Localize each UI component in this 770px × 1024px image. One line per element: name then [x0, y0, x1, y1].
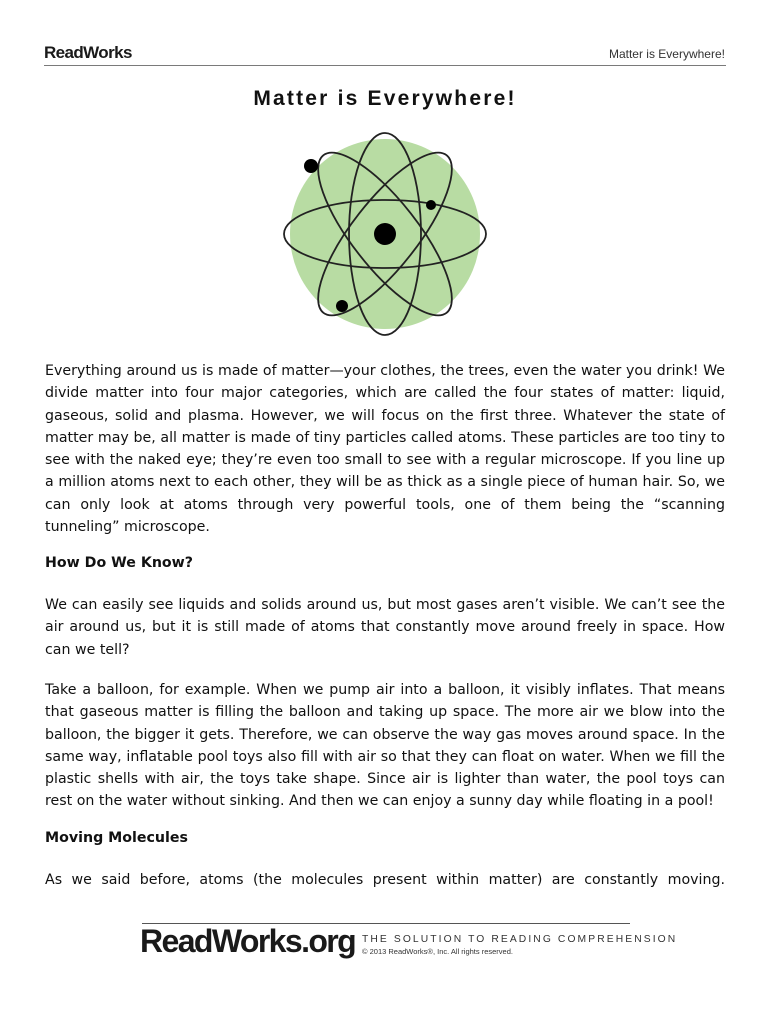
heading-how-do-we-know: How Do We Know? [45, 555, 194, 571]
paragraph-balloon: Take a balloon, for example. When we pump air into a balloon, it visibly inflates. That means that gaseous matter is filling the balloon and taking up space. The more air we blow into the balloon, the bigger it gets. Therefore, we can observe the way gas moves around space. In the same way, inflatable pool toys also fill with air so that they can float on water. When we fill the plastic shells with air, the toys take shape. Since air is lighter than water, the pool toys can rest on the water without sinking. And then we can enjoy a sunny day while floating in a pool! [45, 682, 725, 810]
running-title: Matter is Everywhere! [608, 47, 725, 61]
atom-illustration [280, 126, 490, 341]
paragraph-gases: We can easily see liquids and solids around us, but most gases aren’t visible. We can’t see the air around us, but it is still made of atoms that constantly move around freely in space. How can we tell? [45, 597, 725, 658]
paragraph-molecules: As we said before, atoms (the molecules present within matter) are constantly moving. [45, 872, 725, 888]
readworks-header-logo: ReadWorks [44, 43, 132, 62]
page-title: Matter is Everywhere! [253, 87, 517, 110]
heading-moving-molecules: Moving Molecules [45, 830, 188, 846]
electron-top-left [304, 159, 318, 173]
electron-bottom [336, 300, 348, 312]
footer-tagline: THE SOLUTION TO READING COMPREHENSION [362, 934, 678, 945]
header-divider [44, 65, 726, 66]
nucleus [374, 223, 396, 245]
electron-right [426, 200, 436, 210]
readworks-footer-logo: ReadWorks.org [140, 923, 356, 959]
footer-copyright: © 2013 ReadWorks®, Inc. All rights reserved. [362, 947, 513, 956]
paragraph-intro: Everything around us is made of matter—your clothes, the trees, even the water you drink! We divide matter into four major categories, which are called the four states of matter: liquid, gaseous, solid and plasma. However, we will focus on the first three. Whatever the state of matter may be, all matter is made of tiny particles called atoms. These particles are too tiny to see with the naked eye; they’re even too small to see with a regular microscope. If you line up a million atoms next to each other, they will be as thick as a single piece of human hair. So, we can only look at atoms through very powerful tools, one of them being the “scanning tunneling” microscope. [45, 363, 725, 536]
